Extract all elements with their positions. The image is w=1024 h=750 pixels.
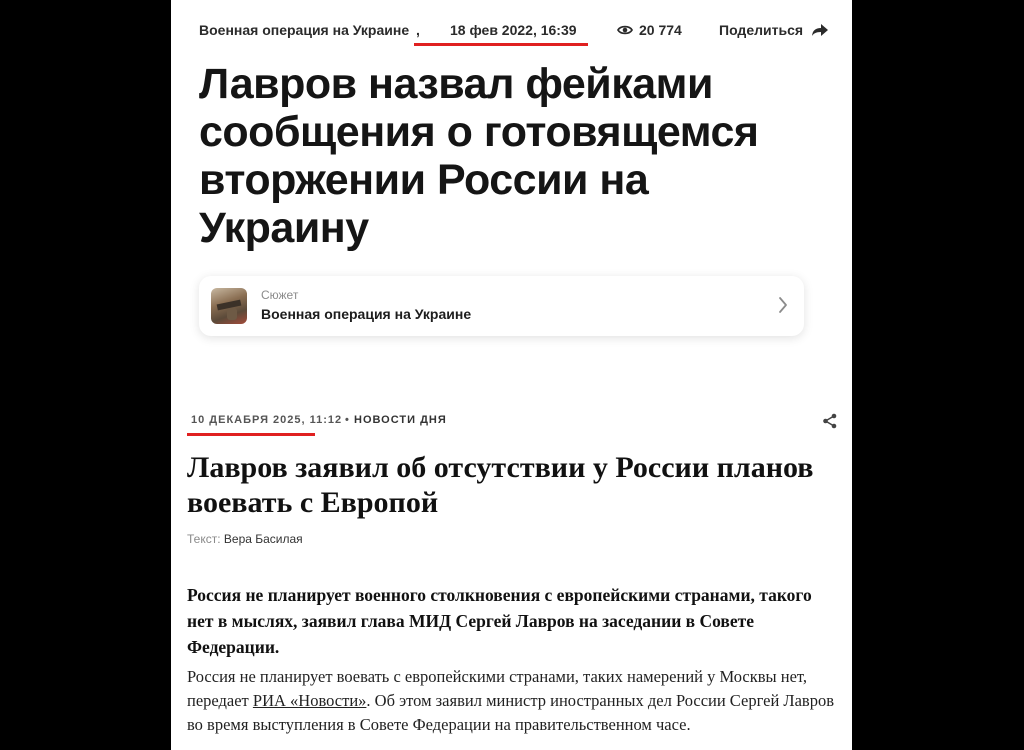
- article-lead: Россия не планирует военного столкновения с европейскими странами, такого нет в мыслях, заявил глава МИД Сергей Лавров на заседании в Совете Федерации.: [187, 585, 812, 657]
- views-counter: [617, 22, 682, 38]
- author-line: [187, 532, 303, 546]
- chevron-right-icon: [778, 296, 788, 314]
- date-highlight-underline: [414, 43, 588, 46]
- article-title: Лавров назвал фейками сообщения о готовящемся вторжении России на Украину: [199, 60, 759, 252]
- share-arrow-icon: [811, 23, 829, 37]
- screenshot-panel: [171, 0, 852, 750]
- bottom-article-meta: [191, 414, 831, 434]
- top-article-meta: [199, 22, 819, 42]
- story-name: Военная операция на Украине: [261, 306, 472, 322]
- date-highlight-underline-2: [187, 433, 315, 436]
- article-title-2: Лавров заявил об отсутствии у России планов воевать с Европой: [187, 451, 814, 519]
- source-link[interactable]: РИА «Новости»: [252, 691, 367, 710]
- meta-separator: •: [345, 414, 350, 426]
- story-thumbnail: [211, 288, 247, 324]
- share-label: Поделиться: [719, 22, 804, 38]
- views-count: 20 774: [639, 22, 682, 38]
- body-text-start: Россия не планирует воевать с европейскими странами, таких намерений у Москвы нет, передает: [187, 667, 807, 710]
- meta-comma: ,: [416, 22, 420, 38]
- rubric-link[interactable]: НОВОСТИ ДНЯ: [354, 414, 447, 426]
- publish-date: 18 фев 2022, 16:39: [450, 22, 577, 38]
- publish-date-2: 10 ДЕКАБРЯ 2025, 11:12: [191, 414, 343, 426]
- story-label: Сюжет: [261, 288, 299, 302]
- story-card[interactable]: [199, 276, 804, 336]
- body-text-end: . Об этом заявил министр иностранных дел России Сергей Лавров во время выступления в Совете Федерации на правительственном часе.: [187, 691, 835, 734]
- author-label: Текст:: [187, 532, 221, 546]
- eye-icon: [617, 24, 633, 36]
- share-button[interactable]: [719, 22, 829, 38]
- category-link[interactable]: Военная операция на Украине: [199, 22, 410, 38]
- author-name: Вера Басилая: [223, 532, 303, 546]
- share-nodes-icon[interactable]: [822, 413, 838, 429]
- article-body: [187, 665, 847, 737]
